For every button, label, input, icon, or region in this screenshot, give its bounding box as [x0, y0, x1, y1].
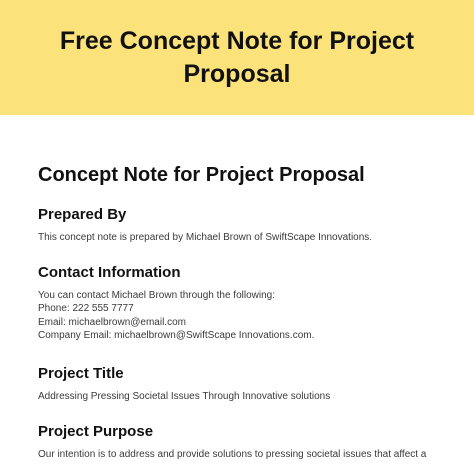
project-title-text: Addressing Pressing Societal Issues Through Innovative solutions [38, 390, 331, 402]
contact-company-email: Company Email: michaelbrown@SwiftScape Innovations.com. [38, 330, 315, 341]
section-heading-contact-information: Contact Information [38, 263, 181, 281]
section-heading-prepared-by: Prepared By [38, 206, 127, 223]
section-contact-information [38, 263, 458, 343]
section-heading-project-purpose: Project Purpose [38, 423, 154, 440]
contact-lines [38, 289, 458, 343]
prepared-by-text: This concept note is prepared by Michael Brown of SwiftScape Innovations. [38, 232, 373, 243]
section-heading-project-title: Project Title [38, 364, 124, 382]
section-project-purpose [38, 422, 458, 462]
document-body [38, 161, 458, 462]
contact-phone: Phone: 222 555 7777 [38, 303, 134, 314]
contact-intro: You can contact Michael Brown through the following: [38, 289, 275, 301]
document-title: Concept Note for Project Proposal [38, 164, 365, 186]
section-project-title [38, 364, 458, 404]
project-purpose-text: Our intention is to address and provide solutions to pressing societal issues that affect a [38, 449, 427, 460]
contact-email: Email: michaelbrown@email.com [38, 316, 186, 328]
header-banner [0, 0, 474, 115]
section-prepared-by [38, 205, 458, 245]
banner-title: Free Concept Note for Project Proposal [59, 26, 415, 88]
